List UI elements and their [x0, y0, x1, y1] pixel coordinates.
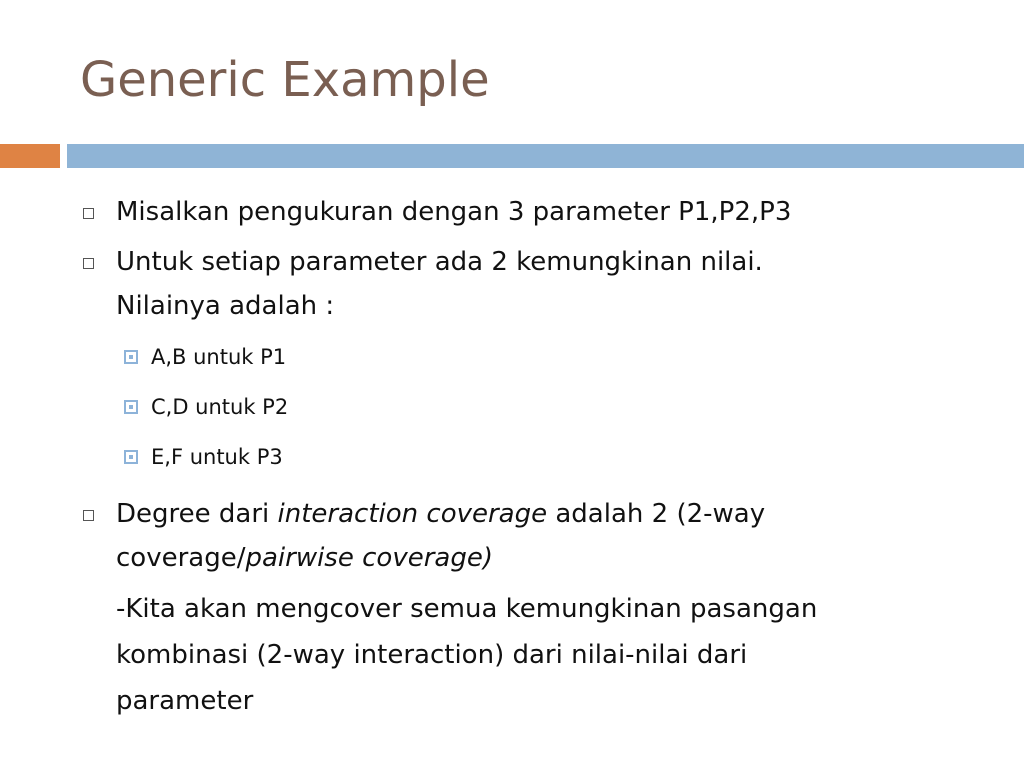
filled-square-bullet-icon	[124, 350, 138, 364]
bullet-italic-term: pairwise coverage)	[245, 543, 493, 573]
sub-bullet-item	[80, 342, 960, 372]
sub-bullet-text: A,B untuk P1	[151, 345, 287, 369]
filled-square-bullet-icon	[124, 450, 138, 464]
bullet-text-line: Nilainya adalah :	[116, 291, 335, 321]
note-line: -Kita akan mengcover semua kemungkinan pasangan	[116, 594, 818, 624]
note-paragraph	[80, 586, 960, 724]
bullet-item	[80, 240, 960, 328]
slide-content	[80, 190, 960, 724]
bullet-text-line	[116, 492, 960, 536]
hollow-square-bullet-icon	[83, 258, 94, 269]
title-rule-bar	[67, 144, 1024, 168]
bullet-italic-term: interaction coverage	[277, 499, 548, 529]
sub-bullet-text: C,D untuk P2	[151, 395, 289, 419]
hollow-square-bullet-icon	[83, 208, 94, 219]
bullet-text-segment: coverage/	[116, 543, 246, 573]
note-line: kombinasi (2-way interaction) dari nilai-nilai dari	[116, 640, 748, 670]
note-line: parameter	[116, 686, 254, 716]
accent-bar	[0, 144, 60, 168]
bullet-text: Misalkan pengukuran dengan 3 parameter P1,P2,P3	[116, 197, 792, 227]
bullet-item	[80, 190, 960, 234]
bullet-item	[80, 492, 960, 580]
filled-square-bullet-icon	[124, 400, 138, 414]
bullet-text-segment: adalah 2 (2-way	[547, 499, 766, 529]
sub-bullet-item	[80, 392, 960, 422]
hollow-square-bullet-icon	[83, 510, 94, 521]
slide-title: Generic Example	[80, 52, 490, 108]
bullet-text-line	[116, 536, 960, 580]
bullet-text-segment: Degree dari	[116, 499, 278, 529]
sub-bullet-text: E,F untuk P3	[151, 445, 283, 469]
bullet-text-line: Untuk setiap parameter ada 2 kemungkinan nilai.	[116, 247, 763, 277]
sub-bullet-item	[80, 442, 960, 472]
